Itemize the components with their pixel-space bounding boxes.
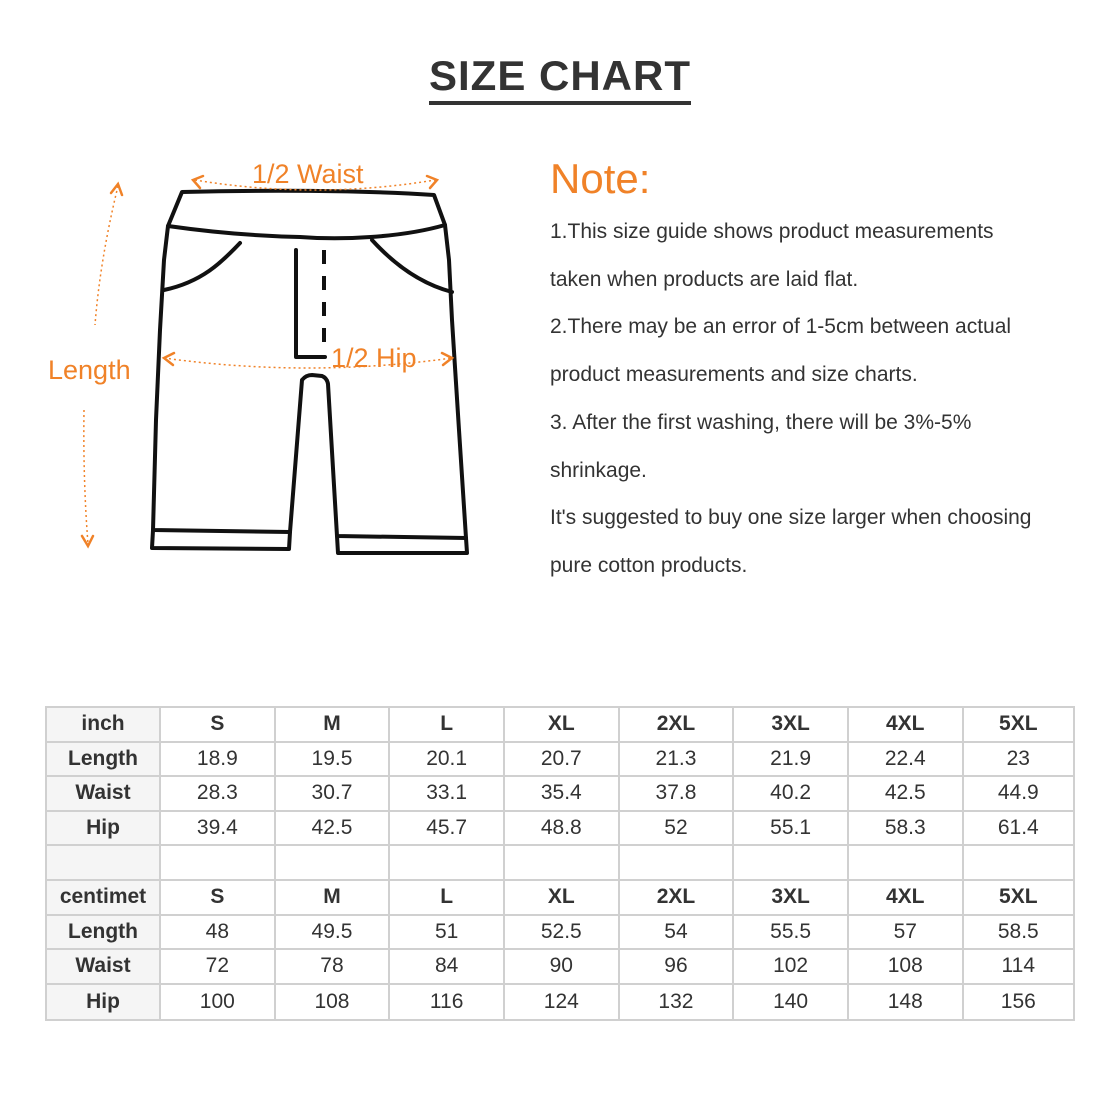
measurement-value-cell: 23: [964, 743, 1073, 778]
measurement-value-cell: 49.5: [276, 916, 391, 951]
measurement-label-cell: Hip: [47, 985, 161, 1020]
spacer-cell: [849, 846, 964, 881]
measurement-value-cell: 58.5: [964, 916, 1073, 951]
measurement-value-cell: 45.7: [390, 812, 505, 847]
note-line: taken when products are laid flat.: [550, 267, 859, 291]
length-label: Length: [48, 355, 131, 385]
measurement-value-cell: 156: [1000, 990, 1036, 1014]
size-header-cell: S: [161, 881, 276, 916]
measurement-value-cell: 102: [734, 950, 849, 985]
measurement-value-cell: 140: [734, 985, 849, 1020]
spacer-cell: [734, 846, 849, 881]
note-line: shrinkage.: [550, 458, 647, 482]
left-pocket-outline: [164, 243, 240, 290]
measurement-value-cell: 84: [390, 950, 505, 985]
measurement-value-cell: 124: [505, 985, 620, 1020]
measurement-value-cell: 20.7: [505, 743, 620, 778]
table-row: [47, 812, 1073, 847]
unit-header-cell: centimet: [47, 881, 161, 916]
size-header-cell: 4XL: [849, 881, 964, 916]
measurement-value-cell: 108: [276, 985, 391, 1020]
spacer-cell: [964, 846, 1073, 881]
note-line: 3. After the first washing, there will be 3%-5%: [550, 410, 972, 434]
table-row: [47, 985, 1073, 1020]
measurement-value-cell: 61.4: [964, 812, 1073, 847]
note-line: pure cotton products.: [550, 553, 748, 577]
measurement-value-cell: 30.7: [276, 777, 391, 812]
note-title: Note:: [550, 155, 651, 202]
measurement-value-cell: 114: [964, 950, 1073, 985]
measurement-label-cell: Waist: [47, 777, 161, 812]
measurement-value-cell: 57: [849, 916, 964, 951]
measurement-value-cell: 42.5: [849, 777, 964, 812]
size-header-cell: M: [276, 708, 391, 743]
table-row: [47, 950, 1073, 985]
note-line: 2.There may be an error of 1-5cm between actual: [550, 315, 1012, 339]
unit-header-cell: inch: [47, 708, 161, 743]
measurement-value-cell: 21.9: [734, 743, 849, 778]
note-section: [550, 150, 1115, 590]
spacer-cell: [390, 846, 505, 881]
table-header-row: [47, 708, 1073, 743]
measurement-value-cell: 58.3: [849, 812, 964, 847]
length-measure-line-bottom: [84, 410, 88, 544]
waist-label: 1/2 Waist: [252, 159, 364, 189]
size-header-cell: 5XL: [964, 708, 1073, 743]
waist-arrow-left: [193, 176, 203, 188]
spacer-cell: [161, 846, 276, 881]
size-header-cell: L: [390, 881, 505, 916]
table-row: [47, 916, 1073, 951]
size-header-cell: 3XL: [734, 881, 849, 916]
spacer-cell: [620, 846, 735, 881]
measurement-value-cell: 116: [390, 985, 505, 1020]
measurement-value-cell: 148: [849, 985, 964, 1020]
hip-label: 1/2 Hip: [331, 343, 417, 373]
note-line: product measurements and size charts.: [550, 363, 918, 387]
note-line: It's suggested to buy one size larger when choosing: [550, 506, 1032, 530]
size-header-cell: M: [276, 881, 391, 916]
measurement-label-cell: Hip: [47, 812, 161, 847]
page-title-text: SIZE CHART: [429, 52, 691, 105]
size-header-cell: 2XL: [620, 708, 735, 743]
measurement-value-cell: 40.2: [734, 777, 849, 812]
size-header-cell: 2XL: [620, 881, 735, 916]
measurement-value-cell: 42.5: [276, 812, 391, 847]
fly-outline: [296, 250, 325, 357]
measurement-value-cell: 72: [161, 950, 276, 985]
measurement-value-cell: 18.9: [161, 743, 276, 778]
measurement-value-cell: 21.3: [620, 743, 735, 778]
measurement-value-cell: 44.9: [964, 777, 1073, 812]
size-header-cell: XL: [505, 708, 620, 743]
size-header-cell: 5XL: [964, 881, 1073, 916]
size-header-cell: L: [390, 708, 505, 743]
measurement-label-cell: Length: [47, 743, 161, 778]
size-header-cell: XL: [505, 881, 620, 916]
measurement-value-cell: 22.4: [849, 743, 964, 778]
measurement-value-cell: 19.5: [276, 743, 391, 778]
measurement-value-cell: 132: [620, 985, 735, 1020]
shorts-outline-illustration: [0, 0, 540, 620]
size-header-cell: S: [161, 708, 276, 743]
measurement-label-cell: Waist: [47, 950, 161, 985]
length-measure-line-top: [95, 186, 118, 325]
size-table: [45, 706, 1075, 1021]
measurement-value-cell: 37.8: [620, 777, 735, 812]
measurement-value-cell: 96: [620, 950, 735, 985]
measurement-value-cell: 28.3: [161, 777, 276, 812]
right-pocket-outline: [372, 240, 452, 292]
size-header-cell: 4XL: [849, 708, 964, 743]
measurement-value-cell: 51: [390, 916, 505, 951]
length-arrow-top: [111, 184, 122, 195]
measurement-value-cell: 55.1: [734, 812, 849, 847]
shorts-body-outline: [153, 225, 466, 538]
size-header-cell: 3XL: [734, 708, 849, 743]
table-spacer-row: [47, 846, 1073, 881]
table-header-row: [47, 881, 1073, 916]
shorts-measurement-diagram: [0, 0, 540, 620]
spacer-cell: [276, 846, 391, 881]
spacer-cell: [505, 846, 620, 881]
measurement-value-cell: 52.5: [505, 916, 620, 951]
measurement-value-cell: 78: [276, 950, 391, 985]
waistband-outline: [168, 191, 445, 238]
measurement-value-cell: 100: [161, 985, 276, 1020]
note-line: 1.This size guide shows product measurements: [550, 220, 994, 243]
measurement-value-cell: 48.8: [505, 812, 620, 847]
measurement-value-cell: 52: [620, 812, 735, 847]
measurement-value-cell: 55.5: [734, 916, 849, 951]
spacer-cell: [47, 846, 161, 881]
waist-arrow-right: [427, 176, 437, 188]
measurement-value-cell: 35.4: [505, 777, 620, 812]
note-lines: [550, 208, 1115, 590]
measurement-value-cell: 90: [505, 950, 620, 985]
measurement-value-cell: 54: [620, 916, 735, 951]
measurement-value-cell: 108: [849, 950, 964, 985]
measurement-value-cell: 33.1: [390, 777, 505, 812]
measurement-value-cell: 20.1: [390, 743, 505, 778]
measurement-value-cell: 39.4: [161, 812, 276, 847]
table-row: [47, 743, 1073, 778]
measurement-value-cell: 48: [161, 916, 276, 951]
measurement-label-cell: Length: [47, 916, 161, 951]
table-row: [47, 777, 1073, 812]
